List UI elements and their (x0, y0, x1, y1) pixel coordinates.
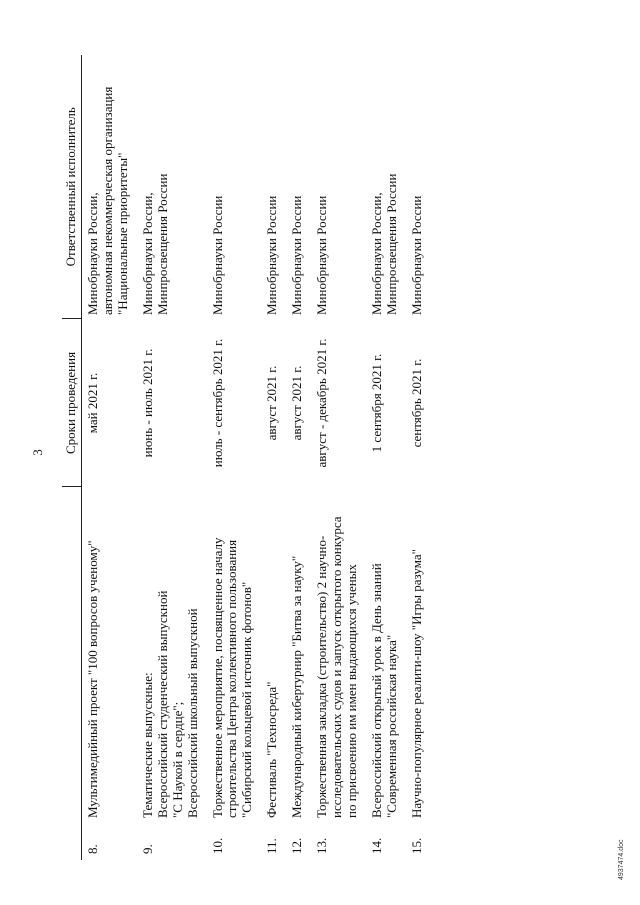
row-name-line: Всероссийский школьный выпускной (184, 608, 200, 818)
row-name (207, 487, 262, 822)
row-number: 11. (264, 838, 280, 854)
row-date (207, 319, 262, 487)
table-row (207, 55, 262, 860)
row-date-line: август - декабрь 2021 г. (314, 338, 330, 468)
row-executor-line: Минобрнауки России, (139, 192, 155, 315)
table-row (137, 55, 207, 860)
row-date (366, 319, 406, 487)
row-executor-line: Минобрнауки России (289, 195, 305, 315)
row-name (137, 487, 207, 822)
row-name (311, 487, 366, 822)
row-name-line: Всероссийский студенческий выпускной (154, 590, 170, 818)
row-number: 14. (369, 837, 384, 854)
row-name (286, 487, 311, 822)
row-name-line: Тематические выпускные: (139, 672, 155, 818)
row-date-line: июль - сентябрь 2021 г. (209, 338, 225, 468)
row-executor-line: Минобрнауки России (314, 195, 330, 315)
row-name (406, 487, 431, 822)
row-executor (261, 55, 286, 319)
row-name-line: исследовательских судов и запуск открытого конкурса (329, 516, 345, 818)
row-name-line: "С Наукой в сердце"; (169, 701, 185, 818)
row-number: 13. (314, 837, 330, 854)
row-executor (311, 55, 366, 319)
row-date (81, 319, 136, 487)
file-footer: 4937474.doc (618, 839, 625, 880)
row-executor (81, 55, 136, 319)
row-executor-line: автономная некоммерческая организация (99, 86, 115, 315)
row-date-line: сентябрь 2021 г. (408, 358, 424, 448)
row-name-line: Торжественная закладка (строительство) 2 научно- (314, 535, 330, 818)
row-date-line: 1 сентября 2021 г. (369, 353, 384, 453)
row-executor-line: Минобрнауки России, (84, 192, 100, 315)
row-date (311, 319, 366, 487)
row-executor-line: Минпросвещения России (154, 173, 170, 315)
table-header (62, 55, 81, 860)
row-name-line: Торжественное мероприятие, посвященное началу (209, 537, 225, 818)
row-date-line: июнь - июль 2021 г. (139, 348, 155, 458)
row-name-line: Всероссийский открытый урок в День знаний (369, 563, 384, 818)
row-executor (366, 55, 406, 319)
row-name-line: "Современная российская наука" (383, 634, 399, 818)
row-name-line: строительства Центра коллективного пользования (224, 539, 240, 818)
row-executor-line: "Национальные приоритеты" (114, 152, 130, 315)
header-name (62, 487, 81, 822)
row-executor-line: Минобрнауки России, (369, 192, 384, 315)
row-name (366, 487, 406, 822)
table-row (366, 55, 406, 860)
row-date (406, 319, 431, 487)
row-name-line: Мультимедийный проект "100 вопросов ученому" (84, 540, 100, 818)
row-date (137, 319, 207, 487)
table-row (286, 55, 311, 860)
table-row (81, 55, 136, 860)
row-executor-line: Минобрнауки России (264, 195, 280, 315)
row-executor (286, 55, 311, 319)
row-name (81, 487, 136, 822)
row-number: 8. (84, 844, 100, 854)
row-date-line: август 2021 г. (264, 365, 280, 441)
table-row (261, 55, 286, 860)
row-number: 10. (209, 837, 225, 854)
events-table (62, 55, 431, 860)
row-number: 15. (408, 837, 424, 854)
row-name-line: Международный кибертурнир "Битва за науку" (289, 555, 305, 818)
row-executor-line: Минпросвещения России (383, 173, 399, 315)
row-executor-line: Минобрнауки России (209, 195, 225, 315)
row-executor (406, 55, 431, 319)
row-executor-line: Минобрнауки России (408, 195, 424, 315)
row-number: 12. (289, 837, 305, 854)
table-row (406, 55, 431, 860)
row-executor (207, 55, 262, 319)
row-name (261, 487, 286, 822)
row-name-line: "Сибирский кольцевой источник фотонов" (239, 581, 255, 818)
header-number (62, 822, 81, 860)
row-name-line: Фестиваль "Техносреда" (264, 681, 280, 818)
row-number: 9. (139, 844, 155, 854)
row-date (261, 319, 286, 487)
row-date-line: август 2021 г. (289, 365, 305, 441)
table-row (311, 55, 366, 860)
row-executor (137, 55, 207, 319)
header-date: Сроки проведения (62, 319, 81, 487)
row-name-line: Научно-популярное реалити-шоу "Игры разума" (408, 549, 424, 818)
page-number: 3 (30, 449, 45, 456)
row-date-line: май 2021 г. (84, 372, 100, 434)
header-executor: Ответственный исполнитель (62, 55, 81, 319)
row-date (286, 319, 311, 487)
row-name-line: по присвоению им имен выдающихся ученых (344, 564, 360, 818)
